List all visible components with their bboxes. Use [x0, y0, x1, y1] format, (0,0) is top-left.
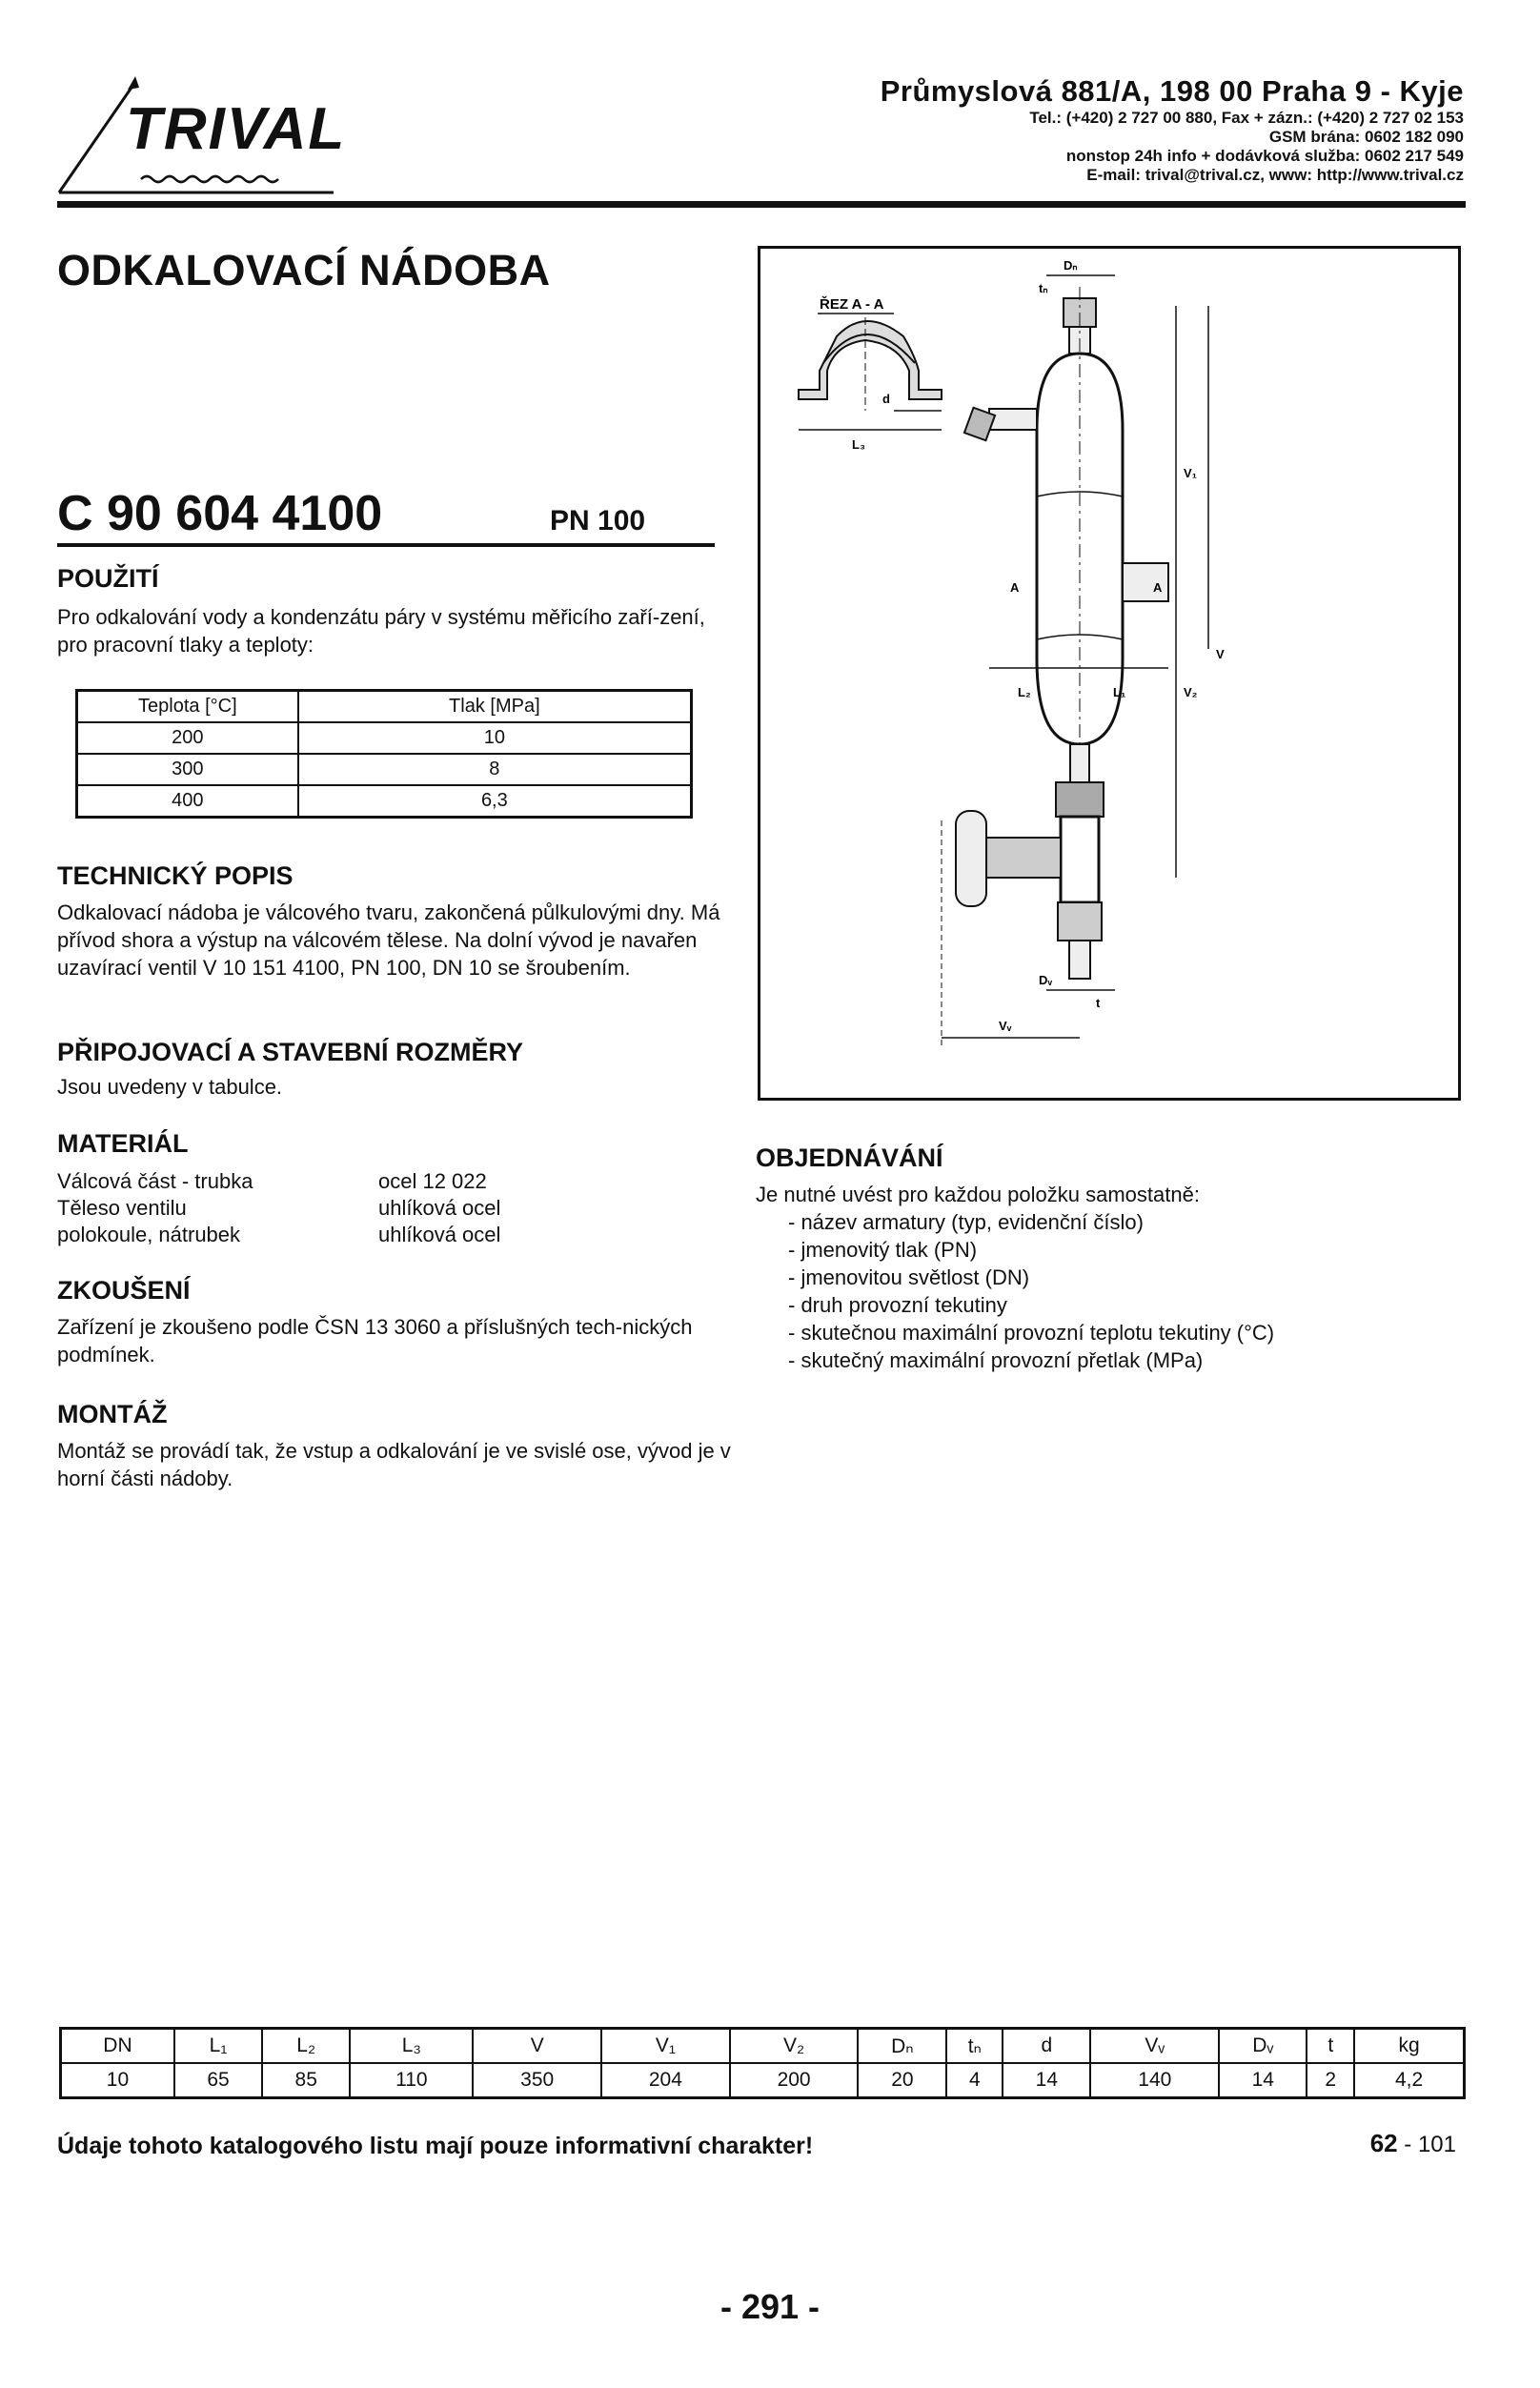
table-cell: 200 — [730, 2063, 859, 2098]
table-cell: 300 — [77, 754, 298, 785]
sheet-main: 62 — [1369, 2129, 1398, 2157]
table-row — [77, 785, 692, 818]
table-header-row — [61, 2029, 1465, 2064]
table-cell: 4 — [946, 2063, 1003, 2098]
label-d: d — [882, 392, 890, 406]
table-row — [61, 2063, 1465, 2098]
usage-heading: POUŽITÍ — [57, 564, 159, 593]
tech-heading: TECHNICKÝ POPIS — [57, 861, 294, 890]
header-cell: V₁ — [601, 2029, 730, 2064]
header-rule — [57, 201, 1466, 208]
table-cell: 20 — [858, 2063, 946, 2098]
label-l3: L₃ — [852, 437, 865, 452]
label-v: V — [1216, 647, 1225, 661]
ordering-list — [756, 1208, 1442, 1374]
table-cell: 6,3 — [298, 785, 692, 818]
code-rule — [57, 543, 715, 547]
header-cell: L₁ — [174, 2029, 262, 2064]
page-number: - 291 - — [719, 2287, 821, 2326]
mounting-text: Montáž se provádí tak, že vstup a odkalování je ve svislé ose, vývod je v horní části nádoby. — [57, 1439, 731, 1490]
header-cell: kg — [1354, 2029, 1464, 2064]
material-row — [57, 1222, 724, 1248]
address-line: Průmyslová 881/A, 198 00 Praha 9 - Kyje — [880, 74, 1464, 108]
material-value: uhlíková ocel — [378, 1196, 501, 1220]
mounting-section — [57, 1400, 743, 1492]
header-cell: Dᵥ — [1219, 2029, 1307, 2064]
header-cell: Tlak [MPa] — [298, 691, 692, 723]
list-item: - jmenovitou světlost (DN) — [788, 1265, 1030, 1289]
list-item: - skutečný maximální provozní přetlak (MPa) — [788, 1348, 1204, 1372]
label-dn: Dₙ — [1064, 258, 1078, 273]
header-cell: DN — [61, 2029, 174, 2064]
brand-name: TRIVAL — [126, 96, 347, 162]
pressure-rating: PN 100 — [550, 505, 646, 536]
phone-line: Tel.: (+420) 2 727 00 880, Fax + zázn.: (+420) 2 727 02 153 — [1029, 109, 1464, 127]
label-a-left: A — [1010, 580, 1020, 595]
label-t: t — [1096, 996, 1101, 1010]
table-cell: 65 — [174, 2063, 262, 2098]
table-cell: 4,2 — [1354, 2063, 1464, 2098]
table-cell: 204 — [601, 2063, 730, 2098]
header-cell: t — [1307, 2029, 1354, 2064]
tech-text: Odkalovací nádoba je válcového tvaru, zakončená půlkulovými dny. Má přívod shora a výstup na válcovém tělese. Na dolní vývod je navařen uzavírací ventil V 10 151 4100, PN 100, DN 10 se šroubením. — [57, 901, 720, 980]
table-cell: 10 — [61, 2063, 174, 2098]
ordering-intro: Je nutné uvést pro každou položku samostatně: — [756, 1183, 1200, 1206]
material-value: uhlíková ocel — [378, 1223, 501, 1246]
material-heading: MATERIÁL — [57, 1129, 189, 1158]
material-value: ocel 12 022 — [378, 1169, 487, 1193]
gsm-line: GSM brána: 0602 182 090 — [1268, 128, 1464, 146]
list-item: - jmenovitý tlak (PN) — [788, 1238, 978, 1262]
material-part: polokoule, nátrubek — [57, 1223, 241, 1246]
table-cell: 14 — [1003, 2063, 1090, 2098]
dimension-table — [59, 2027, 1466, 2099]
header-cell: V — [473, 2029, 601, 2064]
table-header-row — [77, 691, 692, 723]
header-cell: Vᵥ — [1090, 2029, 1219, 2064]
table-cell: 140 — [1090, 2063, 1219, 2098]
list-item: - druh provozní tekutiny — [788, 1293, 1007, 1317]
table-cell: 2 — [1307, 2063, 1354, 2098]
material-part: Válcová část - trubka — [57, 1169, 253, 1193]
product-code: C 90 604 4100 — [57, 486, 383, 541]
table-cell: 200 — [77, 722, 298, 754]
header-cell: Dₙ — [858, 2029, 946, 2064]
table-cell: 350 — [473, 2063, 601, 2098]
disclaimer: Údaje tohoto katalogového listu mají pouze informativní charakter! — [57, 2133, 814, 2159]
technical-drawing — [758, 246, 1461, 1101]
list-item: - název armatury (typ, evidenční číslo) — [788, 1210, 1144, 1234]
label-l1: L₁ — [1113, 685, 1126, 699]
company-address — [881, 74, 1464, 185]
testing-text: Zařízení je zkoušeno podle ČSN 13 3060 a příslušných tech-nických podmínek. — [57, 1315, 693, 1366]
page-title: ODKALOVACÍ NÁDOBA — [57, 246, 551, 294]
tech-section — [57, 861, 724, 982]
table-cell: 14 — [1219, 2063, 1307, 2098]
table-cell: 85 — [262, 2063, 350, 2098]
usage-section — [57, 564, 724, 658]
material-row — [57, 1195, 724, 1222]
label-vv: Vᵥ — [999, 1019, 1012, 1033]
header-cell: d — [1003, 2029, 1090, 2064]
material-part: Těleso ventilu — [57, 1196, 187, 1220]
label-l2: L₂ — [1018, 685, 1031, 699]
material-section — [57, 1129, 724, 1248]
label-v1: V₁ — [1184, 466, 1198, 480]
connection-text: Jsou uvedeny v tabulce. — [57, 1075, 283, 1099]
ordering-section — [756, 1143, 1442, 1374]
header-cell: tₙ — [946, 2029, 1003, 2064]
mounting-heading: MONTÁŽ — [57, 1400, 168, 1428]
label-dv: Dᵥ — [1039, 973, 1053, 987]
label-tn: tₙ — [1039, 281, 1048, 295]
table-cell: 110 — [350, 2063, 473, 2098]
header-cell: V₂ — [730, 2029, 859, 2064]
table-cell: 10 — [298, 722, 692, 754]
label-a-right: A — [1153, 580, 1163, 595]
header-cell: Teplota [°C] — [77, 691, 298, 723]
testing-heading: ZKOUŠENÍ — [57, 1276, 191, 1305]
contact-line: E-mail: trival@trival.cz, www: http://www.trival.cz — [1086, 166, 1464, 184]
sheet-sub: - 101 — [1397, 2132, 1456, 2157]
connection-section — [57, 1038, 724, 1101]
connection-heading: PŘIPOJOVACÍ A STAVEBNÍ ROZMĚRY — [57, 1038, 524, 1066]
list-item: - skutečnou maximální provozní teplotu tekutiny (°C) — [788, 1321, 1275, 1345]
usage-text: Pro odkalování vody a kondenzátu páry v systému měřicího zaří-zení, pro pracovní tlaky a teploty: — [57, 605, 705, 657]
nonstop-line: nonstop 24h info + dodávková služba: 0602 217 549 — [1065, 147, 1464, 165]
table-cell: 400 — [77, 785, 298, 818]
material-row — [57, 1168, 724, 1195]
table-row — [77, 722, 692, 754]
table-row — [77, 754, 692, 785]
header-cell: L₂ — [262, 2029, 350, 2064]
pressure-temperature-table — [75, 689, 693, 819]
label-v2: V₂ — [1184, 685, 1198, 699]
testing-section — [57, 1276, 724, 1368]
ordering-heading: OBJEDNÁVÁNÍ — [756, 1143, 943, 1172]
header-cell: L₃ — [350, 2029, 473, 2064]
table-cell: 8 — [298, 754, 692, 785]
sheet-number — [1370, 2129, 1456, 2158]
section-label: ŘEZ A - A — [820, 296, 884, 313]
